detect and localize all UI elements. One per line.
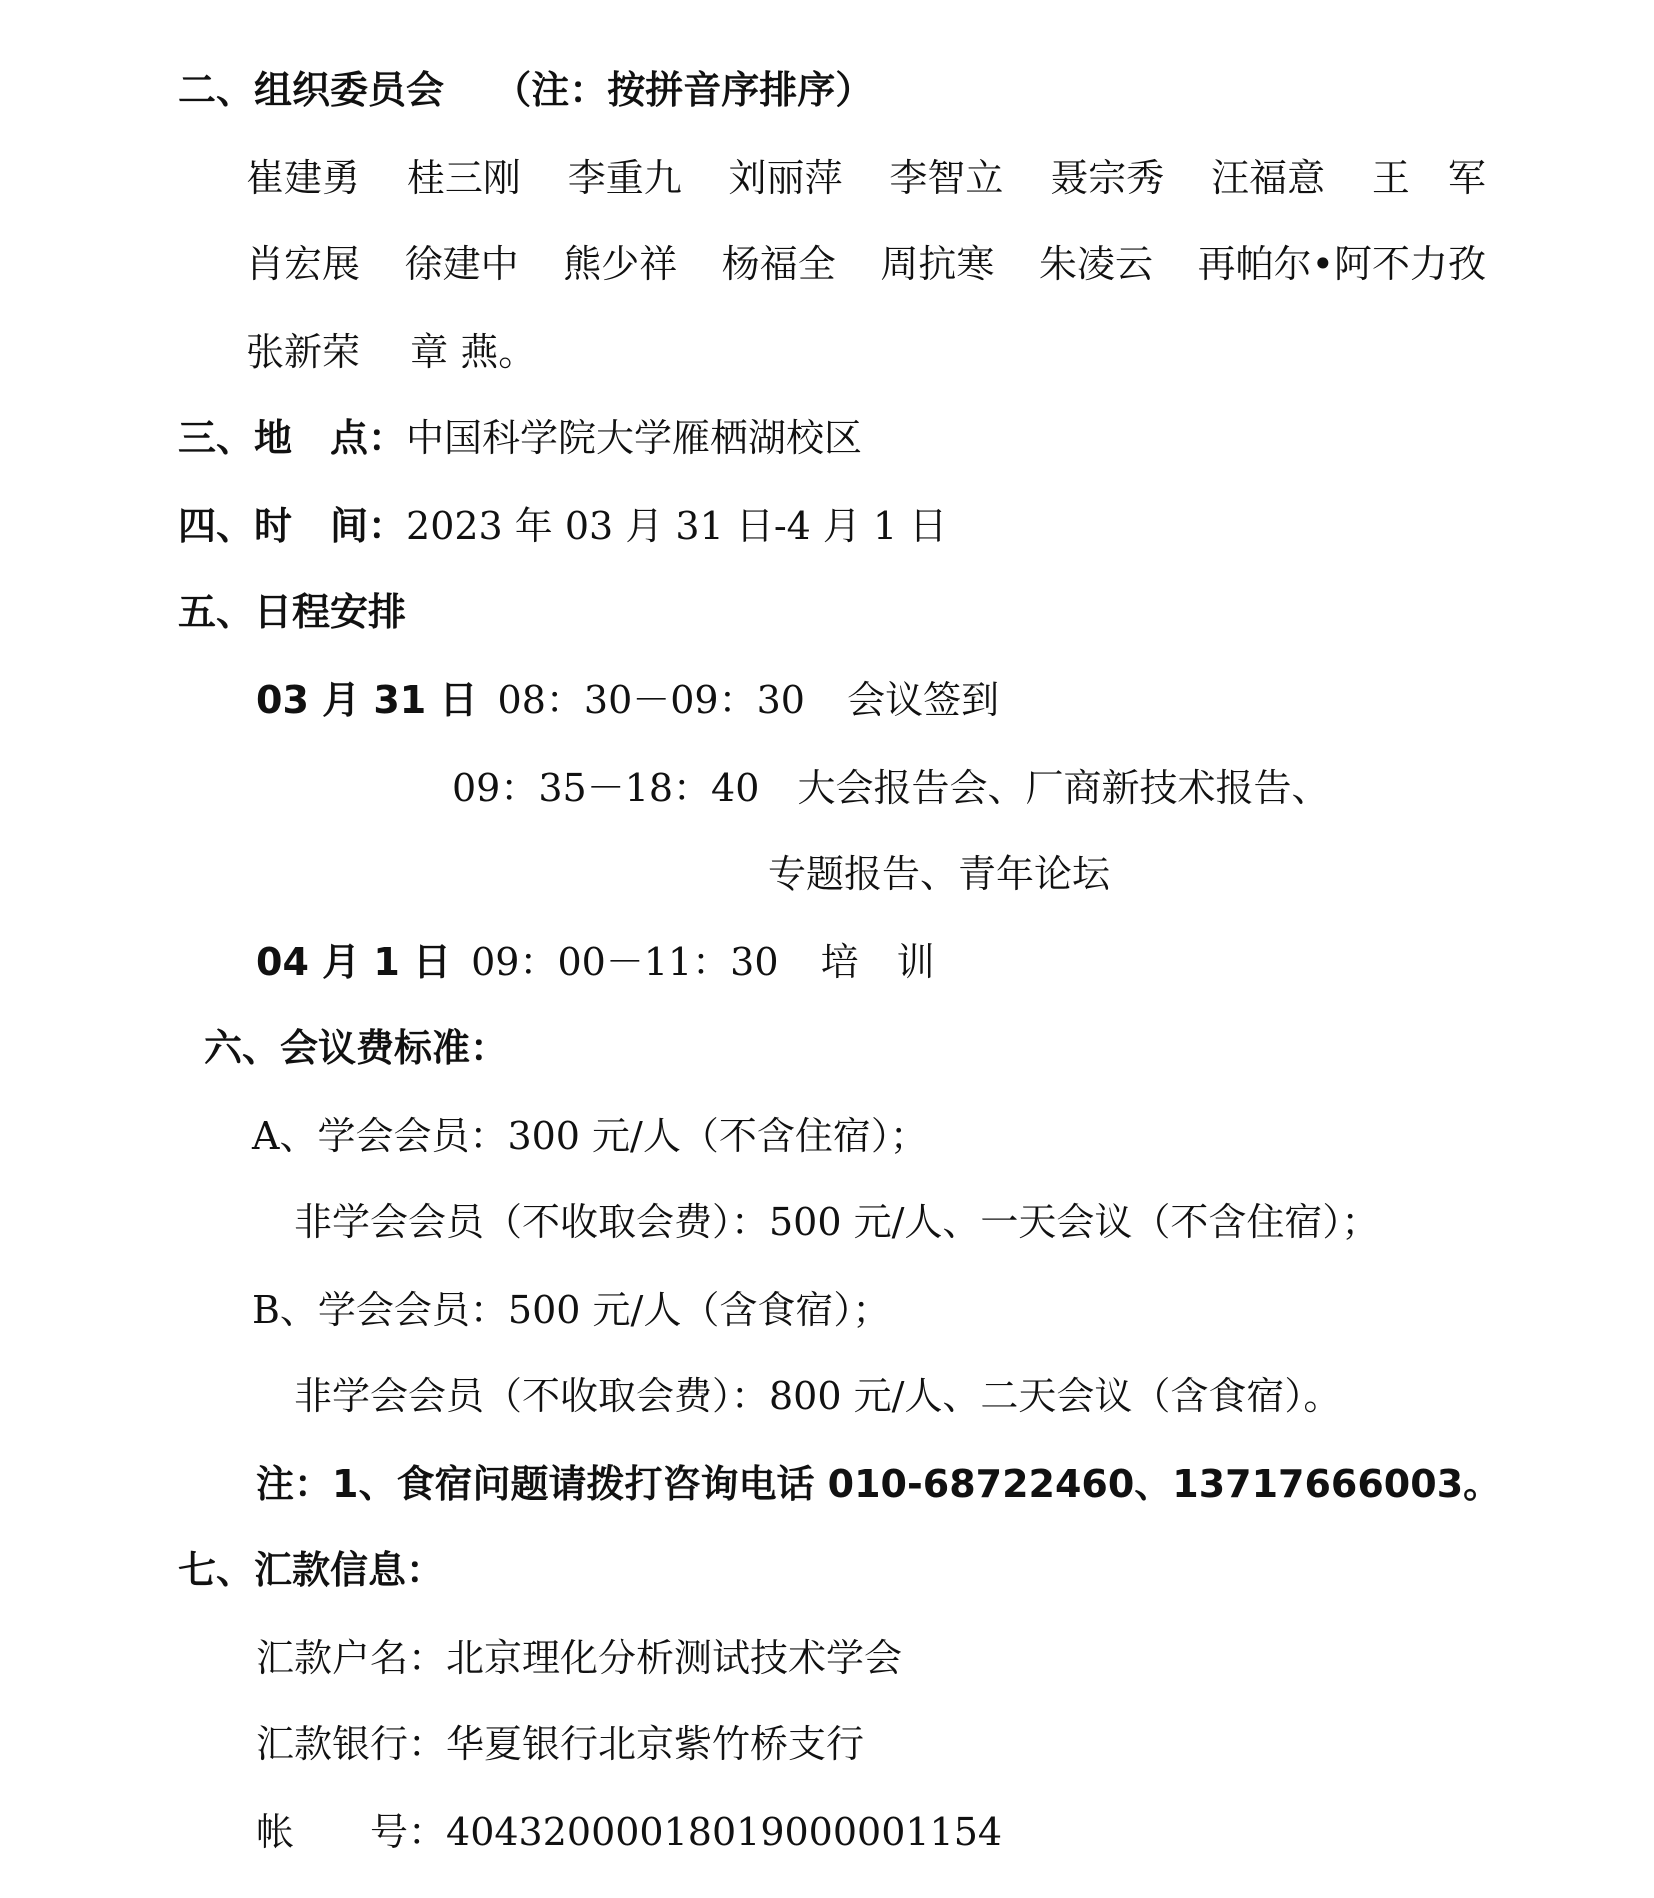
committee-member: 张新荣	[246, 330, 361, 374]
venue-label: 三、地 点：	[178, 416, 407, 460]
fee-note: 注：1、食宿问题请拨打咨询电话 010-68722460、13717666003。	[256, 1462, 1502, 1506]
venue-value: 中国科学院大学雁栖湖校区	[406, 416, 863, 460]
fee-a-nonmember: 非学会会员（不收取会费）：500 元/人、一天会议（不含住宿）；	[294, 1200, 1380, 1244]
schedule-day-2	[256, 938, 935, 986]
committee-member: 汪福意	[1211, 156, 1326, 200]
remit-name-label: 汇款户名：	[256, 1636, 447, 1680]
section-2-note: （注：按拼音序排序）	[493, 68, 874, 112]
time-label: 四、时 间：	[178, 504, 407, 548]
time-value: 2023 年 03 月 31 日-4 月 1 日	[406, 504, 948, 548]
committee-member: 章 燕。	[410, 330, 537, 374]
section-5-title: 五、日程安排	[178, 590, 407, 634]
remit-name-value: 北京理化分析测试技术学会	[446, 1636, 903, 1680]
section-6-title: 六、会议费标准：	[204, 1026, 509, 1070]
committee-member: 聂宗秀	[1050, 156, 1165, 200]
committee-row-2	[246, 240, 1486, 288]
schedule-day-1	[256, 676, 999, 724]
schedule-time: 09：35－18：40	[452, 766, 760, 810]
section-2-heading	[178, 66, 873, 114]
committee-row-1	[246, 154, 1486, 202]
schedule-date: 03 月 31 日	[256, 678, 478, 722]
committee-member: 朱凌云	[1038, 242, 1153, 286]
schedule-date: 04 月 1 日	[256, 940, 452, 984]
committee-member: 熊少祥	[563, 242, 678, 286]
schedule-slot-2	[452, 764, 1330, 812]
section-2-title: 二、组织委员会	[178, 68, 445, 112]
remit-account	[256, 1808, 1002, 1856]
committee-member: 杨福全	[721, 242, 836, 286]
section-3-venue	[178, 414, 862, 462]
committee-member: 刘丽萍	[728, 156, 843, 200]
schedule-time: 08：30－09：30	[497, 678, 805, 722]
committee-member: 桂三刚	[406, 156, 521, 200]
committee-member: 李智立	[889, 156, 1004, 200]
schedule-event: 培 训	[820, 940, 935, 984]
remit-account-value: 40432000018019000001154	[446, 1810, 1003, 1854]
committee-member: 周抗寒	[880, 242, 995, 286]
remit-bank	[256, 1720, 864, 1768]
committee-member: 李重九	[567, 156, 682, 200]
remit-bank-label: 汇款银行：	[256, 1722, 447, 1766]
committee-row-3	[246, 328, 536, 376]
fee-b-member: B、学会会员：500 元/人（含食宿）；	[252, 1288, 891, 1332]
schedule-slot-2-cont: 专题报告、青年论坛	[768, 852, 1111, 896]
section-4-time	[178, 502, 947, 550]
remit-name	[256, 1634, 902, 1682]
section-7-title: 七、汇款信息：	[178, 1548, 445, 1592]
committee-member: 崔建勇	[246, 156, 361, 200]
remit-bank-value: 华夏银行北京紫竹桥支行	[446, 1722, 865, 1766]
committee-member: 王 军	[1371, 156, 1486, 200]
fee-a-member: A、学会会员：300 元/人（不含住宿）；	[252, 1114, 928, 1158]
schedule-event: 大会报告会、厂商新技术报告、	[797, 766, 1330, 810]
fee-b-nonmember: 非学会会员（不收取会费）：800 元/人、二天会议（含食宿）。	[294, 1374, 1342, 1418]
schedule-time: 09：00－11：30	[471, 940, 779, 984]
schedule-event: 会议签到	[847, 678, 1000, 722]
remit-account-label: 帐 号：	[256, 1810, 447, 1854]
committee-member: 再帕尔•阿不力孜	[1197, 242, 1486, 286]
committee-member: 肖宏展	[246, 242, 361, 286]
committee-member: 徐建中	[404, 242, 519, 286]
